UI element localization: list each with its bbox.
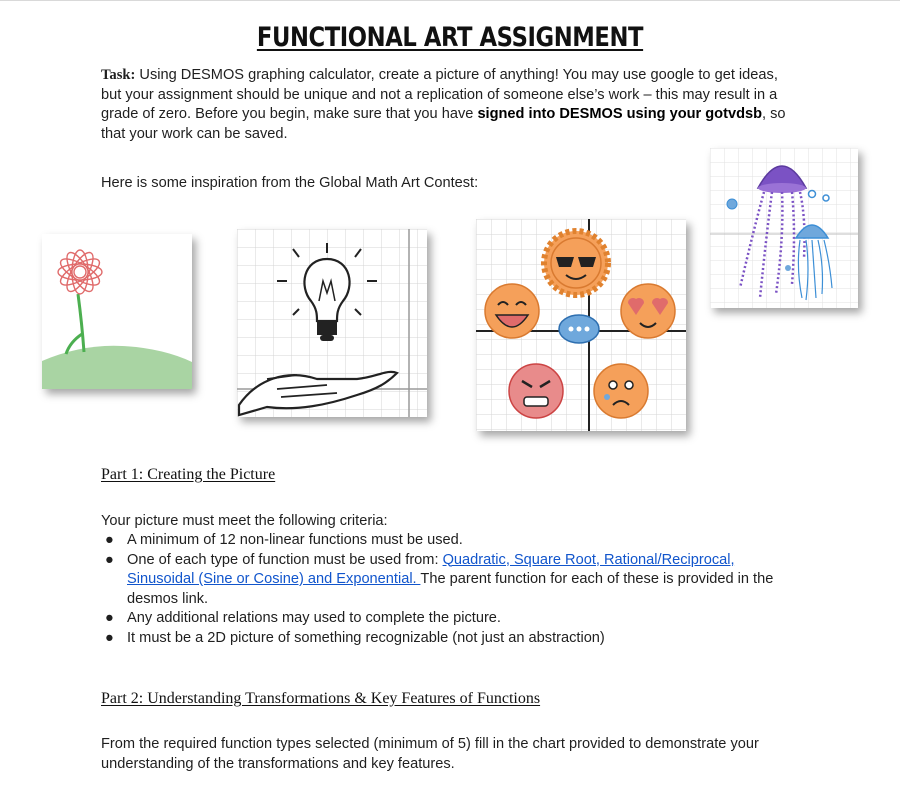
jellyfish-art-image <box>710 148 858 308</box>
bullet-icon: ● <box>105 532 114 548</box>
bullet-icon: ● <box>105 551 114 568</box>
task-strong: signed into DESMOS using your gotvdsb <box>477 106 763 122</box>
function-types-link[interactable]: Quadratic, Square Root, Rational/Reciprocal, Sinusoidal (Sine or Cosine) and Exponential. <box>127 551 735 587</box>
task-text-end: , so that your work can be saved. <box>101 106 786 142</box>
top-border <box>0 0 900 1</box>
bullet-icon: ● <box>105 610 114 626</box>
criteria-intro: Your picture must meet the following criteria: <box>101 513 388 529</box>
list-item: ● A minimum of 12 non-linear functions must be used. <box>101 531 801 551</box>
list-item: ● It must be a 2D picture of something recognizable (not just an abstraction) <box>101 629 801 649</box>
criteria-list <box>101 531 801 648</box>
part1-heading: Part 1: Creating the Picture <box>101 466 276 483</box>
page-title: FUNCTIONAL ART ASSIGNMENT <box>256 22 644 53</box>
task-paragraph <box>101 66 801 144</box>
task-lead: Task: <box>101 67 136 83</box>
emoji-faces-art-image <box>476 219 686 431</box>
task-text: Using DESMOS graphing calculator, create a picture of anything! You may use google to get ideas, but your assignment should be unique and not a replication of someone else’s work – this may result in a grade of zero. Before you begin, make sure that you have <box>101 67 778 122</box>
inspiration-text: Here is some inspiration from the Global Math Art Contest: <box>101 175 479 191</box>
lightbulb-hand-art-image <box>237 229 427 417</box>
part2-heading: Part 2: Understanding Transformations & Key Features of Functions <box>101 690 541 707</box>
part2-text: From the required function types selected (minimum of 5) fill in the chart provided to demonstrate your understanding of the transformations and key features. <box>101 736 759 772</box>
list-item: ● One of each type of function must be used from: Quadratic, Square Root, Rational/Reciprocal, Sinusoidal (Sine or Cosine) and Exponential. The parent function for each of these is provided in the desmos link. <box>105 551 774 607</box>
bullet-icon: ● <box>105 629 114 646</box>
list-item: ● Any additional relations may used to complete the picture. <box>101 609 801 629</box>
flower-art-image <box>42 234 192 389</box>
